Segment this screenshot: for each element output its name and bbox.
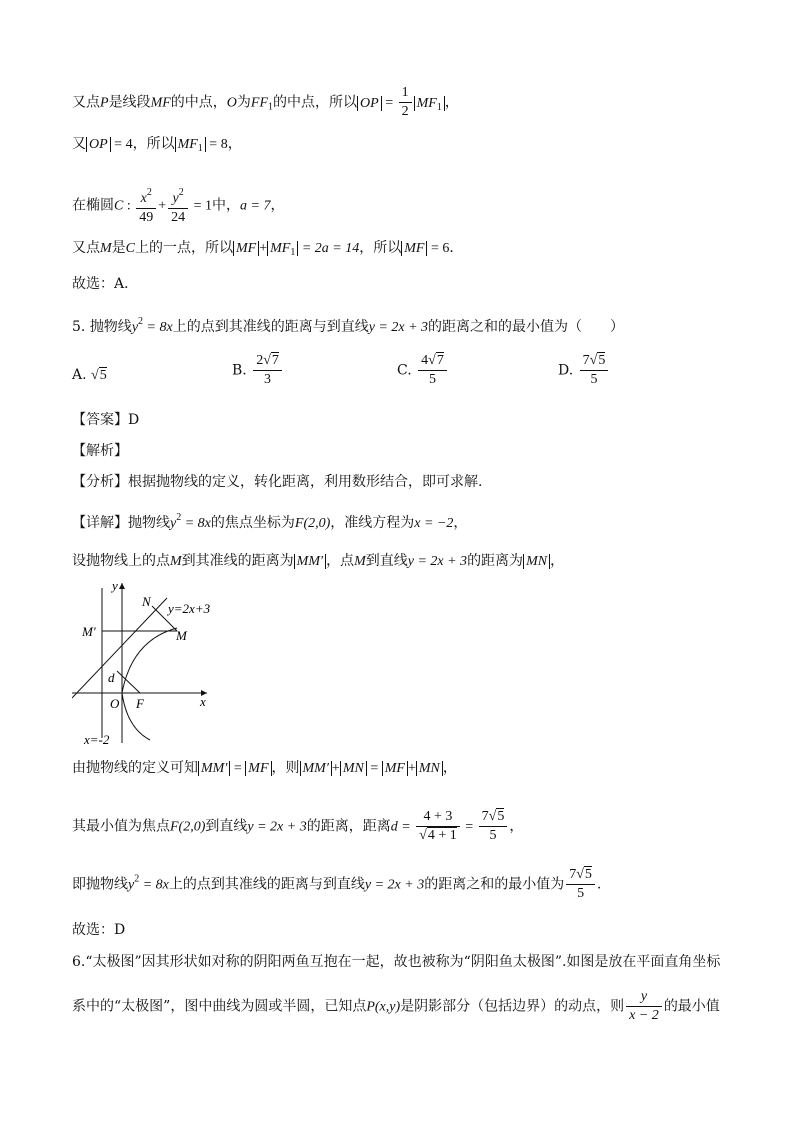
answer-tag: 【答案】 (72, 412, 128, 428)
xiangjie-tag: 【详解】 (72, 515, 128, 531)
option-b[interactable] (232, 352, 284, 389)
label-y: y (112, 578, 118, 593)
text: 抛物线 (128, 515, 170, 531)
math-abs (175, 137, 206, 152)
text: ，所以 (359, 240, 402, 256)
text: 上的一点，所以 (135, 240, 234, 256)
option-c[interactable] (397, 352, 449, 389)
math-expr: x = −2 (414, 516, 454, 531)
text: 设抛物线上的点 (72, 553, 170, 569)
math-op: = (110, 137, 126, 152)
fraction (399, 84, 412, 121)
math-abs: MN (523, 554, 550, 569)
segment-d (117, 671, 140, 693)
math-op: + (158, 198, 167, 214)
label-o: O (110, 696, 120, 711)
label-n: N (142, 594, 151, 609)
math-op: = 1 (190, 198, 213, 214)
label-m: M (176, 628, 187, 643)
text: 中， (212, 197, 241, 214)
xiangjie-line: 【详解】抛物线$y^2 = 8x$的焦点坐标为F(2,0)，准线方程为x = −2， (72, 512, 468, 531)
option-d[interactable] (558, 352, 610, 389)
fraction: $\frac{2√7}{3}$ (253, 352, 282, 389)
math-var: P (100, 95, 109, 111)
frac-den: 2 (401, 104, 409, 119)
math-var: C (125, 241, 136, 256)
text: 上的点到其准线的距离与到直线 (172, 319, 369, 335)
text: 抛物线 (89, 319, 132, 335)
answer-line (72, 410, 139, 430)
math-num: 8 (220, 137, 228, 152)
math-abs: MF (401, 241, 427, 256)
math-var: FF (250, 95, 269, 111)
fenxi-line (72, 472, 482, 492)
answer-value: D (128, 412, 140, 428)
math-var: y (131, 320, 139, 335)
math-expr: y = 2x + 3 (368, 320, 429, 335)
fenxi-tag: 【分析】 (72, 474, 128, 490)
text: 又 (72, 136, 86, 152)
fraction: $\frac{7√5}{5}$ (580, 352, 609, 389)
math-expr: = 8x (143, 320, 173, 335)
text: ，所以 (132, 136, 175, 152)
fraction: $\frac{4√7}{5}$ (418, 352, 447, 389)
label-line: y=2x+3 (168, 601, 211, 616)
math-var: O (226, 95, 237, 111)
math-expr: a = 7 (240, 198, 271, 214)
answer-d-line: 故选：D (72, 922, 126, 938)
option-label: D. (558, 362, 574, 379)
math-op: + (259, 241, 268, 256)
label-mp: M′ (82, 624, 96, 639)
text: 是 (111, 240, 126, 256)
text-line-5 (72, 274, 138, 294)
text: 到其准线的距离为 (181, 553, 294, 569)
line-y2x3 (72, 598, 167, 698)
text: 为 (236, 94, 251, 111)
text: 又点 (72, 94, 100, 111)
math-abs: MF (233, 241, 259, 256)
label-x: x (200, 694, 206, 709)
math-abs: OP (86, 137, 111, 152)
text-line-2: 又 OP = 4，所以 $MF_1 = 8$， (72, 136, 242, 154)
text-line-1: 又点P是线段MF的中点，O为$FF_1$的中点，所以 OP = $\frac{1}{2}$ $MF_1$ ， (72, 85, 459, 119)
fraction: $\frac{7√5}{5}$ (566, 866, 595, 903)
text: 根据抛物线的定义，转化距离，利用数形结合，即可求解. (128, 474, 483, 490)
math-var: MF (177, 137, 198, 152)
text-line-4: 又点M是C上的一点，所以 MF + $MF_1 = 2a = 14$，所以 MF = 6． (72, 240, 464, 258)
math-op: = (205, 137, 221, 152)
math-abs (414, 96, 445, 111)
label-directrix: x=-2 (84, 732, 110, 747)
math-op: : (123, 198, 135, 214)
min-distance-line: 其最小值为焦点F(2,0)到直线y = 2x + 3的距离，距离d = $\frac{4 + 3}{√4 + 1}$ = $\frac{7√5}{5}$ ， (72, 809, 524, 843)
question-number: 5. (72, 319, 86, 335)
math-var: MF (416, 95, 437, 111)
text: 的距离之和的最小值为（ ） (428, 319, 625, 335)
text: 的中点， (170, 94, 227, 111)
frac-num: 1 (399, 84, 412, 103)
math-radical: 5 (99, 368, 107, 383)
math-sub: 1 (436, 101, 442, 113)
fraction (136, 184, 156, 227)
text: 的焦点坐标为 (210, 515, 295, 531)
question-5: 5. 抛物线$y^2 = 8x$上的点到其准线的距离与到直线y = 2x + 3的距离之和的最小值为（ ） (72, 316, 625, 335)
label-d: d (108, 670, 115, 685)
frac-num: $y^2$ (168, 184, 188, 209)
option-label: A. (72, 367, 87, 383)
math-expr: = 8x (181, 516, 211, 531)
math-var: M (100, 241, 112, 256)
option-label: C. (397, 362, 412, 379)
math-num: 4 (125, 137, 133, 152)
option-a[interactable]: A. √5 (72, 367, 107, 383)
option-label: B. (232, 362, 247, 379)
math-abs: $MF_1$ (267, 241, 298, 256)
text: 在椭圆 (72, 197, 114, 214)
math-expr: = 6 (427, 241, 450, 256)
fraction (168, 184, 188, 227)
analysis-tag: 【解析】 (72, 443, 128, 459)
question-6-line-1: 6.“太极图”因其形状如对称的阴阳两鱼互抱在一起，故也被称为“阴阳鱼太极图”.如图是放在平面直角坐标 (72, 954, 721, 970)
math-var: C (114, 198, 124, 214)
frac-den: 49 (139, 210, 154, 225)
label-f: F (136, 696, 144, 711)
frac-den: 24 (171, 210, 186, 225)
parabola-diagram (72, 578, 222, 748)
math-abs: MM′ (294, 554, 326, 569)
math-var: MF (150, 95, 171, 111)
math-expr: F(2,0) (294, 516, 331, 531)
definition-line: 由抛物线的定义可知 MM′ = MF ，则 MM′ + MN = MF + MN ， (72, 760, 457, 776)
analysis-tag-line (72, 441, 128, 461)
text: 的中点，所以 (273, 94, 358, 111)
text: ，准线方程为 (330, 515, 415, 531)
math-sub: 1 (197, 143, 203, 154)
math-abs: OP (357, 96, 382, 111)
math-sub: 1 (268, 101, 274, 113)
question-6-line-2: 系中的“太极图”，图中曲线为圆或半圆，已知点P(x,y)是阴影部分（包括边界）的动点，则 $\frac{y}{x - 2}$ 的最小值 (72, 989, 720, 1023)
fraction: $\frac{7√5}{5}$ (479, 808, 508, 845)
setup-line: 设抛物线上的点M到其准线的距离为 MM′ ，点M到直线y = 2x + 3的距离为 MN ， (72, 553, 565, 569)
fraction: $\frac{4 + 3}{√4 + 1}$ (416, 808, 460, 845)
fraction: $\frac{y}{x - 2}$ (626, 988, 662, 1025)
text: 是线段 (108, 94, 151, 111)
text-line-3: 在椭圆C : $\frac{x^2}{49}$ + $\frac{y^2}{24}$ = 1中，a = 7， (72, 184, 285, 227)
math-expr: = 2a = 14 (298, 241, 360, 256)
text: 又点 (72, 240, 100, 256)
text: 故选：A． (72, 276, 139, 292)
frac-num: $x^2$ (136, 184, 156, 209)
conclusion-line: 即抛物线$y^2 = 8x$上的点到其准线的距离与到直线y = 2x + 3的距离之和的最小值为 $\frac{7√5}{5}$ . (72, 867, 602, 901)
math-op: = (381, 95, 397, 111)
